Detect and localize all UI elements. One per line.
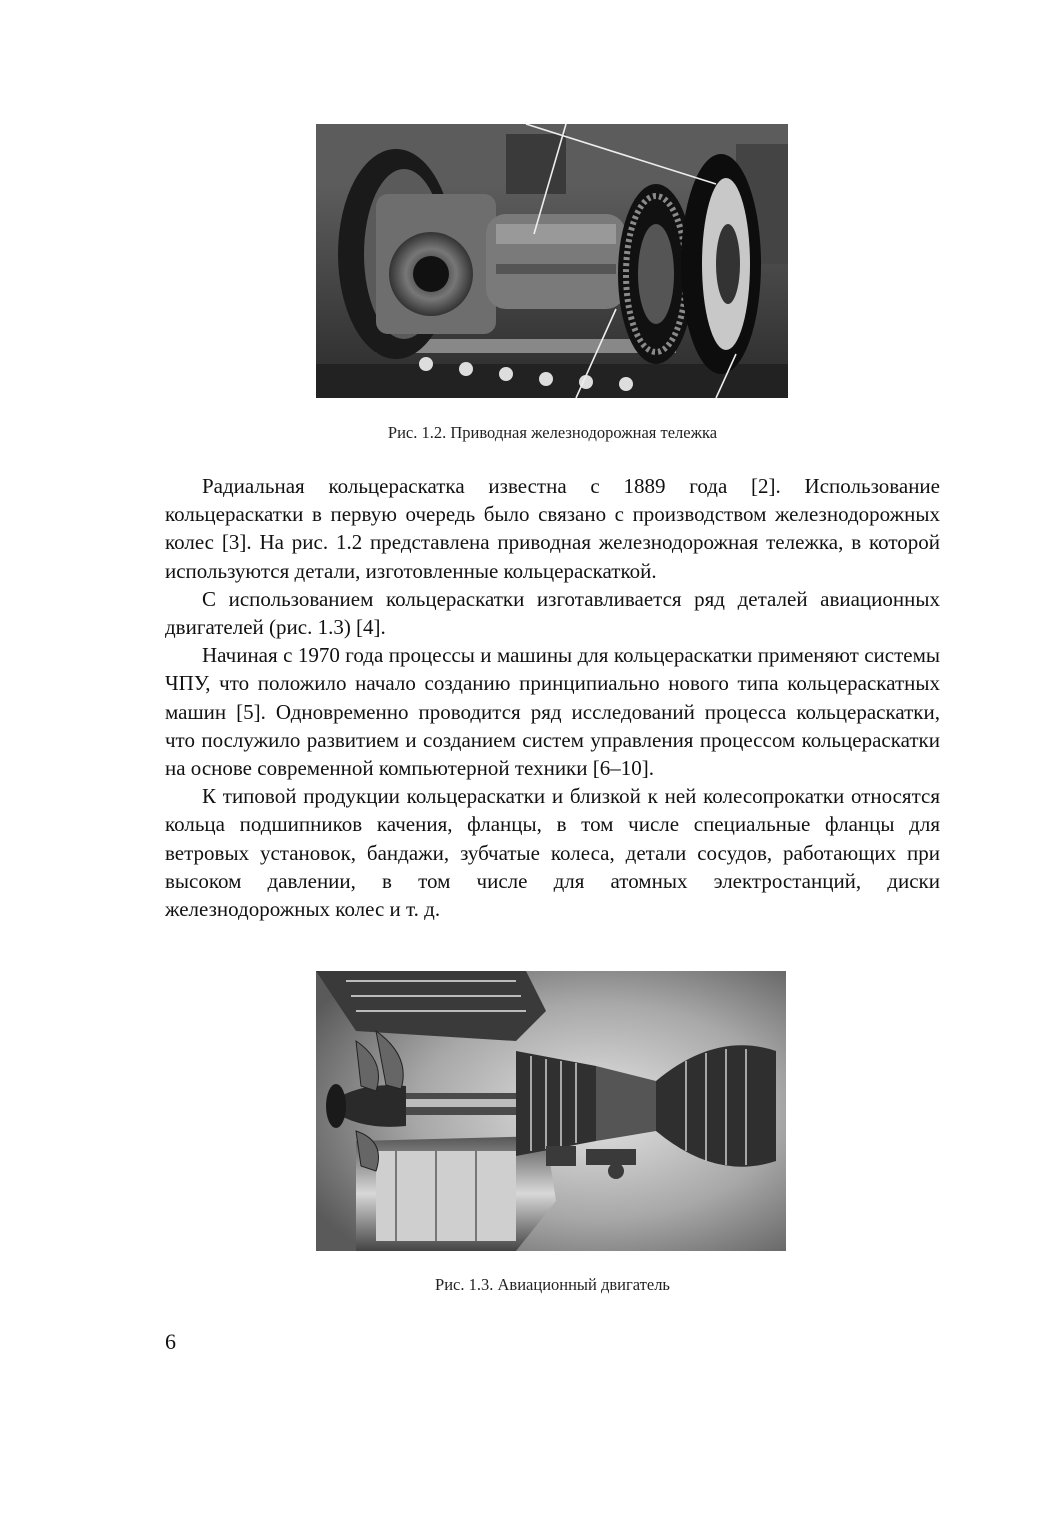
paragraph: Радиальная кольцераскатка известна с 1889 года [2]. Использование кольцераскатки в первую очередь было связано с производством железнодорожных колес [3]. На рис. 1.2 представлена приводная железнодорожная тележка, в которой используются детали, изготовленные кольцераскаткой. [165, 474, 940, 583]
paragraph: С использованием кольцераскатки изготавливается ряд деталей авиационных двигателей (рис. 1.3) [4]. [165, 586, 940, 640]
paragraph: К типовой продукции кольцераскатки и близкой к ней колесопрокатки относятся кольца подшипников качения, фланцы, в том числе специальные фланцы для ветровых установок, бандажи, зубчатые колеса, детали сосудов, работающих при высоком давлении, в том числе для атомных электростанций, диски железнодорожных колес и т. д. [165, 784, 940, 922]
paragraph: Начиная с 1970 года процессы и машины для кольцераскатки применяют системы ЧПУ, что положило начало созданию принципиально нового типа кольцераскатных машин [5]. Одновременно проводится ряд исследований процесса кольцераскатки, что послужило развитием и созданием систем управления процессом кольцераскатки на основе современной компьютерной техники [6–10]. [165, 643, 940, 781]
figure-caption-1-3: Рис. 1.3. Авиационный двигатель [435, 1275, 670, 1294]
figure-railway-bogie [316, 124, 788, 398]
page-number: 6 [165, 1329, 176, 1354]
figure-caption-1-2: Рис. 1.2. Приводная железнодорожная тележка [387, 423, 718, 442]
figure-aircraft-engine [316, 971, 786, 1251]
body-text [165, 472, 940, 923]
railway-bogie-image [316, 124, 788, 398]
aircraft-engine-image [316, 971, 786, 1251]
